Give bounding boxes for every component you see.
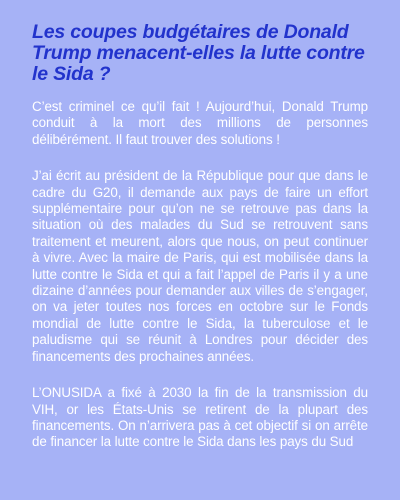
article-headline: Les coupes budgétaires de Donald Trump menacent-elles la lutte contre le Sida ? [32,21,365,85]
article-paragraph-2: J’ai écrit au président de la République pour que dans le cadre du G20, il demande aux pays de faire un effort supplémentaire pour qu’on ne se retrouve pas dans la situation où des malades du Sud se retrouvent sans traitement et meurent, alors que nous, on peut continuer à vivre. Avec la maire de Paris, qui est mobilisée dans la lutte contre le Sida et qui a fait l’appel de Paris il y a une dizaine d’années pour demander aux villes de s’engager, on va jeter toutes nos forces en octobre sur le Fonds mondial de lutte contre le Sida, la tuberculose et le paludisme qui se réunit à Londres pour décider des financements des prochaines années. [32,168,368,364]
article-paragraph-3: L’ONUSIDA a fixé à 2030 la fin de la transmission du VIH, or les États-Unis se retirent de la plupart des financements. On n’arrivera pas à cet objectif si on arrête de financer la lutte contre le Sida dans les pays du Sud [32,385,368,450]
article-paragraph-1: C’est criminel ce qu’il fait ! Aujourd’hui, Donald Trump conduit à la mort des millions de personnes délibérément. Il faut trouver des solutions ! [32,99,368,147]
